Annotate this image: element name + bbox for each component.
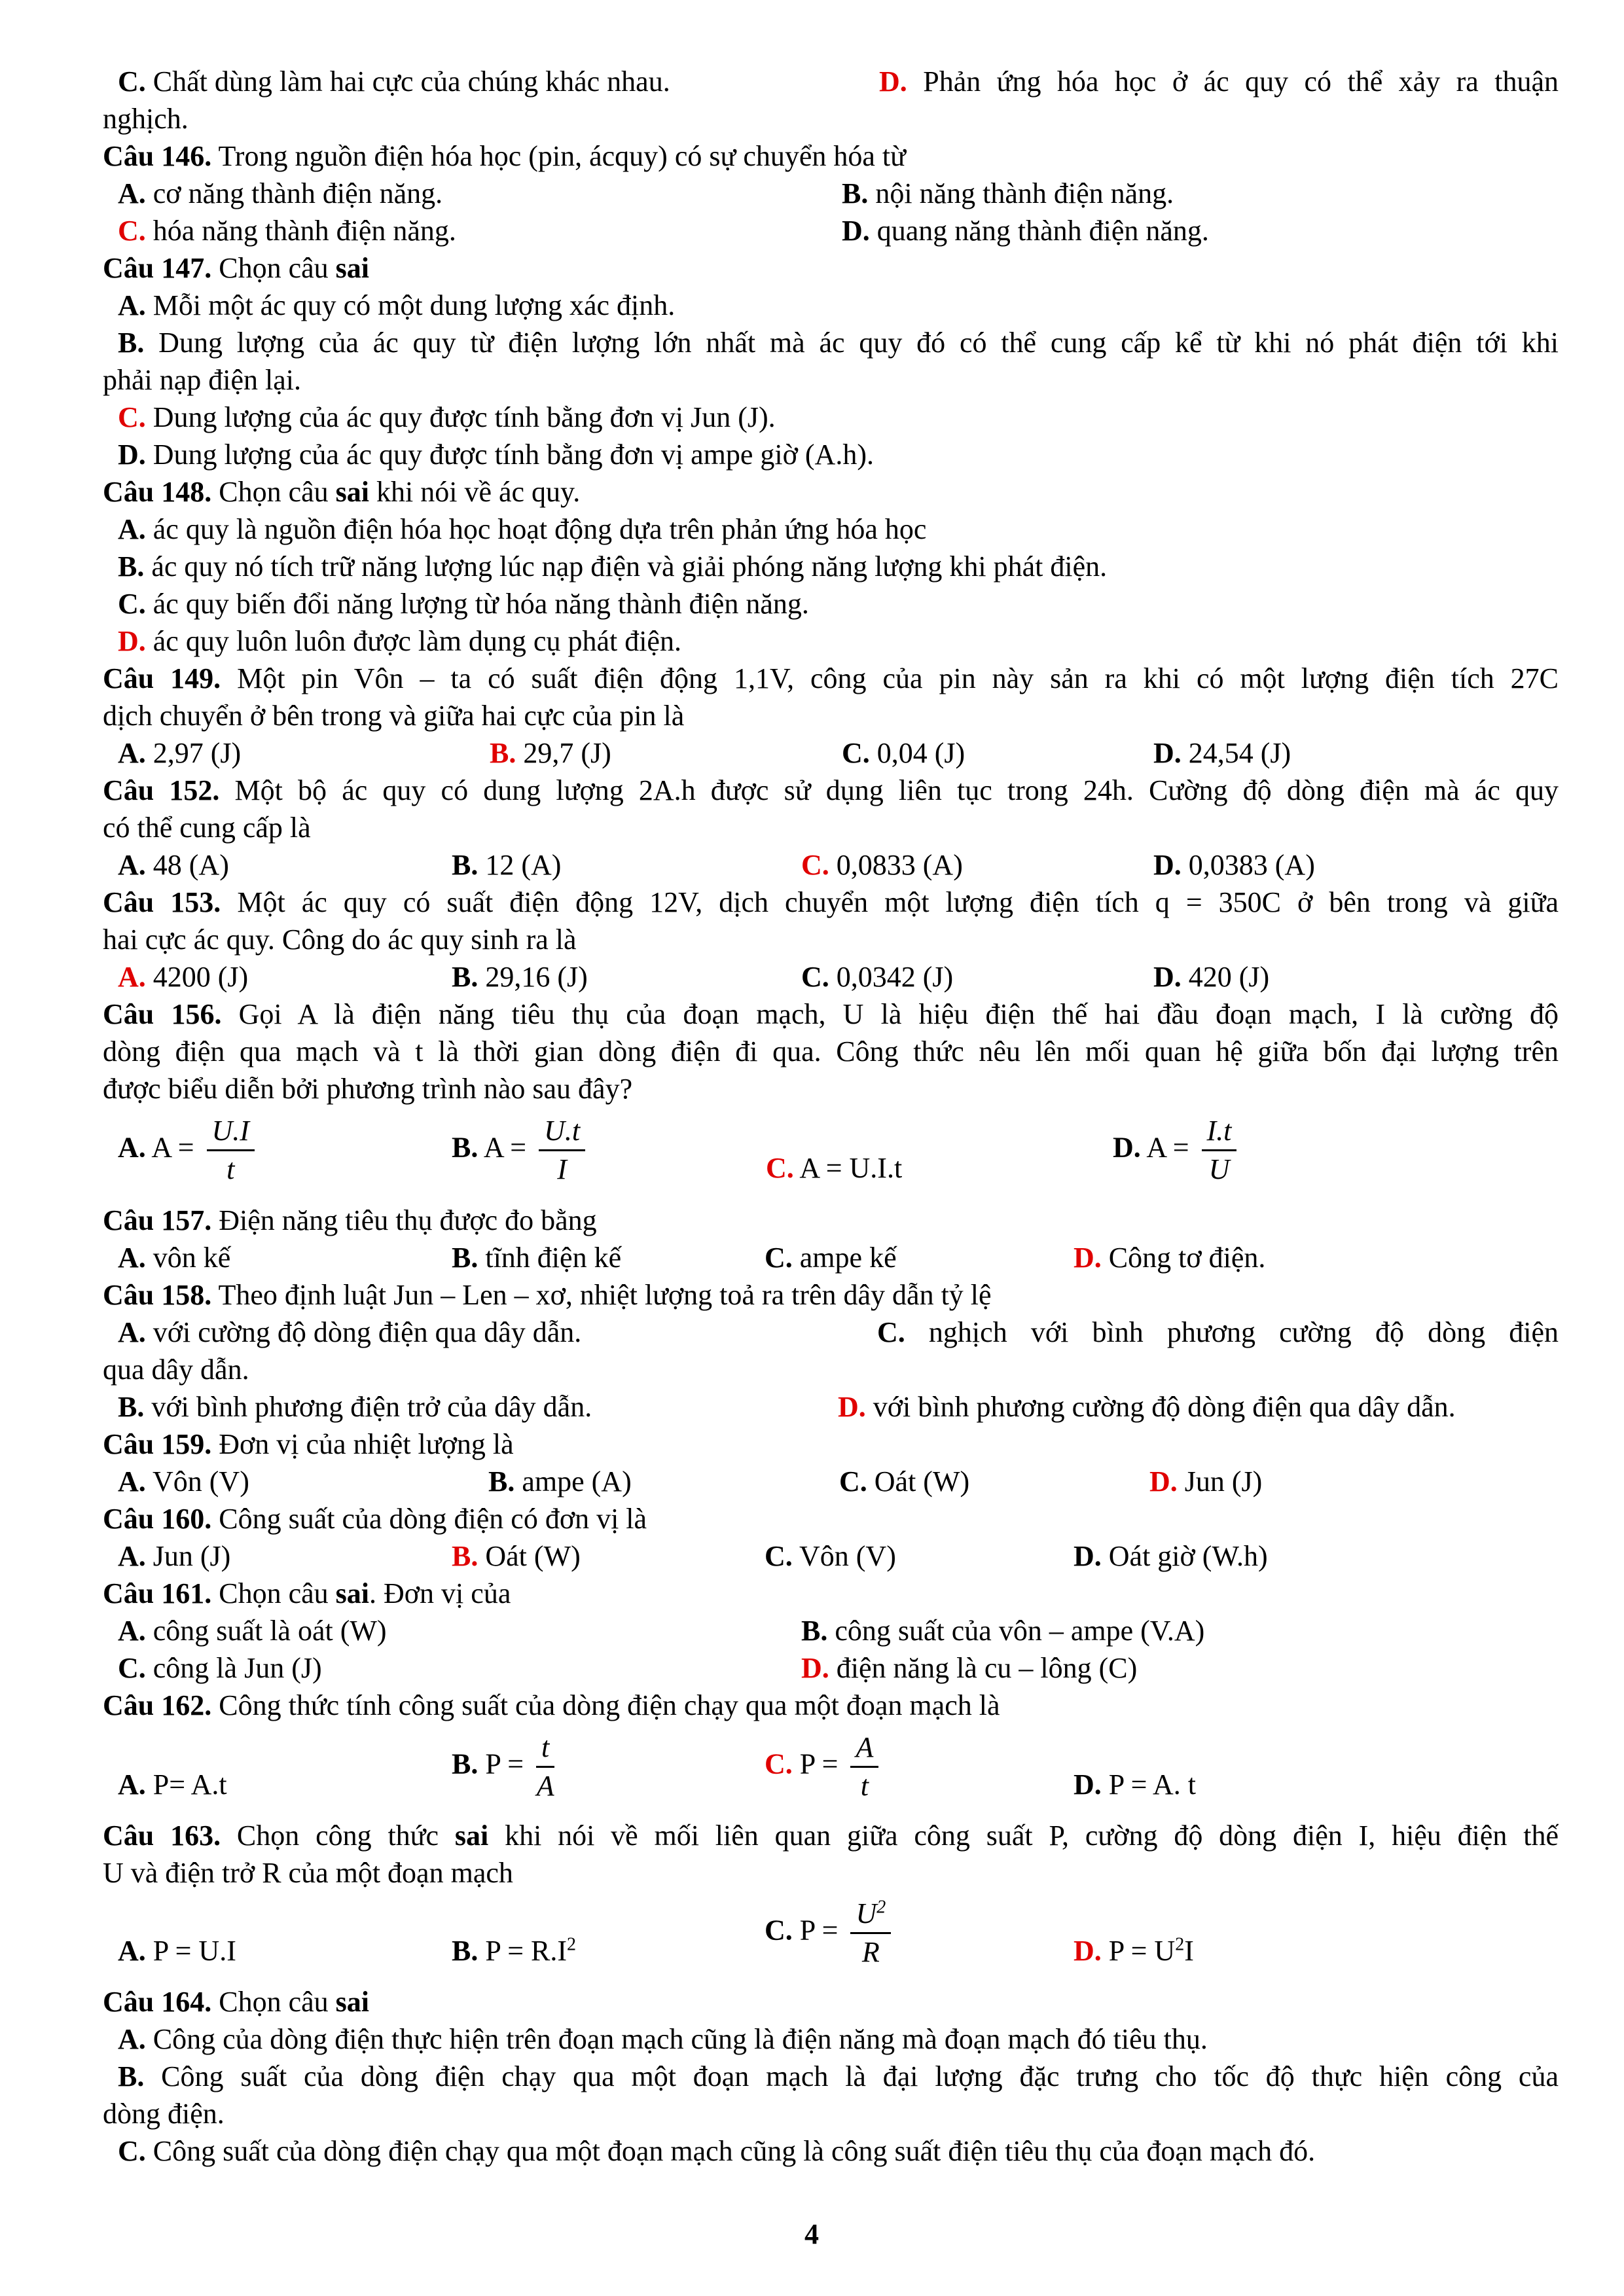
q145-options-cd: C. Chất dùng làm hai cực của chúng khác nhau.	[118, 65, 670, 98]
q161-stem: Câu 161. Chọn câu sai. Đơn vị của	[103, 1577, 511, 1609]
q148-option-a: A. ác quy là nguồn điện hóa học hoạt động dựa trên phản ứng hóa học	[118, 513, 927, 545]
q156-stem: Câu 156. Gọi A là điện năng tiêu thụ của đoạn mạch, U là hiệu điện thế hai đầu đoạn mạch, I là cường độ	[103, 998, 1559, 1030]
q160-option-b: B. Oát (W)	[452, 1540, 581, 1572]
q163-option-d: D. $P = U^2I$	[1074, 1934, 1194, 1967]
q163-option-a: A. P = U.I	[118, 1935, 236, 1967]
q158-option-d: D. với bình phương cường độ dòng điện qua dây dẫn.	[838, 1391, 1456, 1423]
q149-option-d: D. 24,54 (J)	[1153, 737, 1291, 769]
q152-option-a: A. 48 (A)	[118, 849, 229, 881]
q161-option-a: A. công suất là oát (W)	[118, 1615, 387, 1647]
q147-option-c: C. Dung lượng của ác quy được tính bằng đơn vị Jun (J).	[118, 401, 776, 433]
q148-option-c: C. ác quy biến đổi năng lượng từ hóa năng thành điện năng.	[118, 588, 809, 620]
q157-option-a: A. vôn kế	[118, 1242, 231, 1274]
q156-option-a: A. A = $\frac{U.I}{t}$	[118, 1113, 255, 1188]
q157-option-d: D. Công tơ điện.	[1074, 1242, 1266, 1274]
fraction-b: $\frac{t}{A}$	[536, 1729, 554, 1804]
q153-option-b: B. 29,16 (J)	[452, 961, 588, 993]
q146-option-a: A. cơ năng thành điện năng.	[118, 177, 443, 209]
q147-option-b: B. Dung lượng của ác quy từ điện lượng lớn nhất mà ác quy đó có thể cung cấp kể từ khi nó phát điện tới khi	[118, 327, 1559, 359]
fraction-c: $\frac{A}{t}$	[850, 1729, 878, 1804]
q152-option-b: B. 12 (A)	[452, 849, 562, 881]
q158-option-a: A. với cường độ dòng điện qua dây dẫn.	[118, 1316, 582, 1348]
q156-option-b: B. A = $\frac{U.t}{I}$	[452, 1113, 585, 1188]
q152-stem-cont: có thể cung cấp là	[103, 812, 311, 844]
q164-option-b: B. Công suất của dòng điện chạy qua một đoạn mạch là đại lượng đặc trưng cho tốc độ thực hiện công của	[118, 2060, 1559, 2092]
q159-option-d: D. Jun (J)	[1149, 1465, 1263, 1498]
q156-stem-cont1: dòng điện qua mạch và t là thời gian dòng điện đi qua. Công thức nêu lên mối quan hệ giữa bốn đại lượng trên	[103, 1035, 1559, 1067]
q162-option-d: D. P = A. t	[1074, 1768, 1197, 1801]
q159-option-c: C. Oát (W)	[839, 1465, 970, 1498]
q160-stem: Câu 160. Công suất của dòng điện có đơn vị là	[103, 1503, 647, 1535]
q162-option-a: A. P= A.t	[118, 1768, 227, 1801]
q145-option-d: D. Phản ứng hóa học ở ác quy có thể xảy ra thuận	[879, 65, 1559, 98]
q158-option-b: B. với bình phương điện trở của dây dẫn.	[118, 1391, 592, 1423]
q158-option-c-cont: qua dây dẫn.	[103, 1354, 249, 1386]
q153-option-d: D. 420 (J)	[1153, 961, 1270, 993]
q163-stem-cont: U và điện trở R của một đoạn mạch	[103, 1857, 513, 1889]
q147-option-d: D. Dung lượng của ác quy được tính bằng đơn vị ampe giờ (A.h).	[118, 439, 874, 471]
q146-stem: Câu 146. Trong nguồn điện hóa học (pin, ácquy) có sự chuyển hóa từ	[103, 140, 906, 172]
q156-stem-cont2: được biểu diễn bởi phương trình nào sau đây?	[103, 1073, 633, 1105]
q148-option-b: B. ác quy nó tích trữ năng lượng lúc nạp điện và giải phóng năng lượng khi phát điện.	[118, 550, 1108, 583]
q149-stem: Câu 149. Một pin Vôn – ta có suất điện động 1,1V, công của pin này sản ra khi có một lượng điện tích 27C	[103, 662, 1559, 694]
q146-option-b: B. nội năng thành điện năng.	[842, 177, 1174, 209]
q162-stem: Câu 162. Công thức tính công suất của dòng điện chạy qua một đoạn mạch là	[103, 1689, 1000, 1721]
q152-stem: Câu 152. Một bộ ác quy có dung lượng 2A.h được sử dụng liên tục trong 24h. Cường độ dòng điện mà ác quy	[103, 774, 1559, 806]
q158-stem: Câu 158. Theo định luật Jun – Len – xơ, nhiệt lượng toả ra trên dây dẫn tỷ lệ	[103, 1279, 992, 1311]
q164-stem: Câu 164. Chọn câu sai	[103, 1986, 370, 2018]
fraction-c: $\frac{U^2}{R}$	[850, 1895, 891, 1971]
q147-option-a: A. Mỗi một ác quy có một dung lượng xác định.	[118, 289, 676, 321]
q146-option-c: C. hóa năng thành điện năng.	[118, 215, 456, 247]
fraction-b: $\frac{U.t}{I}$	[539, 1113, 585, 1188]
q145-option-d-cont: nghịch.	[103, 103, 189, 135]
q147-option-b-cont: phải nạp điện lại.	[103, 364, 302, 396]
q149-stem-cont: dịch chuyển ở bên trong và giữa hai cực của pin là	[103, 700, 685, 732]
fraction-a: $\frac{U.I}{t}$	[207, 1113, 255, 1188]
q164-option-b-cont: dòng điện.	[103, 2098, 225, 2130]
q161-option-b: B. công suất của vôn – ampe (V.A)	[801, 1615, 1205, 1647]
q149-option-a: A. 2,97 (J)	[118, 737, 242, 769]
q161-option-d: D. điện năng là cu – lông (C)	[801, 1652, 1138, 1684]
fraction-d: $\frac{I.t}{U}$	[1202, 1113, 1237, 1188]
q159-stem: Câu 159. Đơn vị của nhiệt lượng là	[103, 1428, 514, 1460]
q152-option-c: C. 0,0833 (A)	[801, 849, 963, 881]
q157-stem: Câu 157. Điện năng tiêu thụ được đo bằng	[103, 1204, 597, 1236]
q157-option-c: C. ampe kế	[765, 1242, 897, 1274]
q164-option-a: A. Công của dòng điện thực hiện trên đoạn mạch cũng là điện năng mà đoạn mạch đó tiêu thụ.	[118, 2023, 1208, 2055]
q163-stem: Câu 163. Chọn công thức sai khi nói về mối liên quan giữa công suất P, cường độ dòng điện I, hiệu điện thế	[103, 1820, 1559, 1852]
q156-option-d: D. A = $\frac{I.t}{U}$	[1113, 1113, 1236, 1188]
q162-option-b: B. P = $\frac{t}{A}$	[452, 1729, 554, 1804]
q160-option-c: C. Vôn (V)	[765, 1540, 896, 1572]
q153-option-a: A. 4200 (J)	[118, 961, 249, 993]
q148-stem: Câu 148. Chọn câu sai khi nói về ác quy.	[103, 476, 581, 508]
q159-option-a: A. Vôn (V)	[118, 1465, 249, 1498]
page-number: 4	[804, 2218, 819, 2250]
q152-option-d: D. 0,0383 (A)	[1153, 849, 1315, 881]
q147-stem: Câu 147. Chọn câu sai	[103, 252, 370, 284]
q162-option-c: C. P = $\frac{A}{t}$	[765, 1729, 878, 1804]
q153-option-c: C. 0,0342 (J)	[801, 961, 954, 993]
q161-option-c: C. công là Jun (J)	[118, 1652, 322, 1684]
q160-option-d: D. Oát giờ (W.h)	[1074, 1540, 1268, 1572]
q149-option-c: C. 0,04 (J)	[842, 737, 965, 769]
q163-option-c: C. P = $\frac{U^2}{R}$	[765, 1895, 891, 1971]
q156-option-c: C. A = U.I.t	[766, 1152, 903, 1184]
q157-option-b: B. tĩnh điện kế	[452, 1242, 622, 1274]
q159-option-b: B. ampe (A)	[488, 1465, 632, 1498]
q153-stem-cont: hai cực ác quy. Công do ác quy sinh ra là	[103, 924, 577, 956]
q160-option-a: A. Jun (J)	[118, 1540, 231, 1572]
q164-option-c: C. Công suất của dòng điện chạy qua một đoạn mạch cũng là công suất điện tiêu thụ của đoạn mạch đó.	[118, 2135, 1316, 2167]
q146-option-d: D. quang năng thành điện năng.	[842, 215, 1209, 247]
q148-option-d: D. ác quy luôn luôn được làm dụng cụ phát điện.	[118, 625, 681, 657]
q158-option-c: C. nghịch với bình phương cường độ dòng điện	[877, 1316, 1559, 1348]
q153-stem: Câu 153. Một ác quy có suất điện động 12V, dịch chuyển một lượng điện tích q = 350C ở bên trong và giữa	[103, 886, 1559, 918]
q163-option-b: B. $P = R.I^2$	[452, 1934, 577, 1967]
q149-option-b: B. 29,7 (J)	[490, 737, 611, 769]
